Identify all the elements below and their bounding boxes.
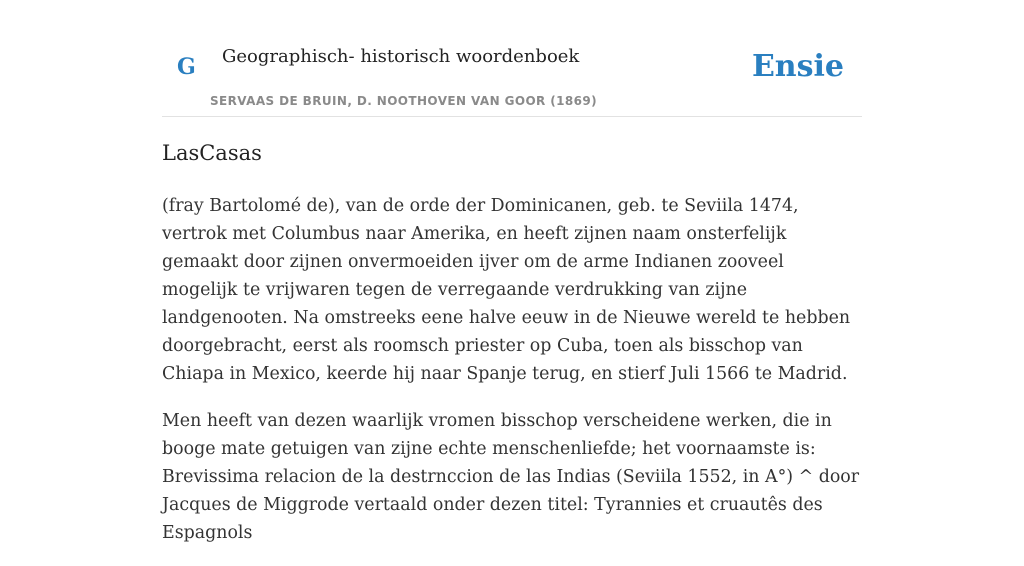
ensie-logo-link[interactable]: Ensie	[751, 49, 844, 84]
book-initial-badge[interactable]: G	[177, 54, 196, 80]
entry-body	[162, 192, 862, 566]
entry-paragraph: Men heeft van dezen waarlijk vromen bisschop verscheidene werken, die in booge mate getuigen van zijne echte menschenliefde; het voornaamste is: Brevissima relacion de la destrnccion de las Indias (Seviila 1552, in A°) ^ door Jacques de Miggrode vertaald onder dezen titel: Tyrannies et cruautês des Espagnols	[162, 411, 860, 543]
book-author: SERVAAS DE BRUIN, D. NOOTHOVEN VAN GOOR (1869)	[210, 94, 598, 108]
book-header	[162, 0, 862, 117]
entry-headword: LasCasas	[162, 141, 262, 165]
entry-paragraph: (fray Bartolomé de), van de orde der Dominicanen, geb. te Seviila 1474, vertrok met Columbus naar Amerika, en heeft zijnen naam onsterfelijk gemaakt door zijnen onvermoeiden ijver om de arme Indianen zooveel mogelijk te vrijwaren tegen de verregaande verdrukking van zijne landgenooten. Na omstreeks eene halve eeuw in de Nieuwe wereld te hebben doorgebracht, eerst als roomsch priester op Cuba, toen als bisschop van Chiapa in Mexico, keerde hij naar Spanje terug, en stierf Juli 1566 te Madrid.	[162, 196, 851, 384]
book-title-link[interactable]: Geographisch- historisch woordenboek	[222, 46, 580, 67]
